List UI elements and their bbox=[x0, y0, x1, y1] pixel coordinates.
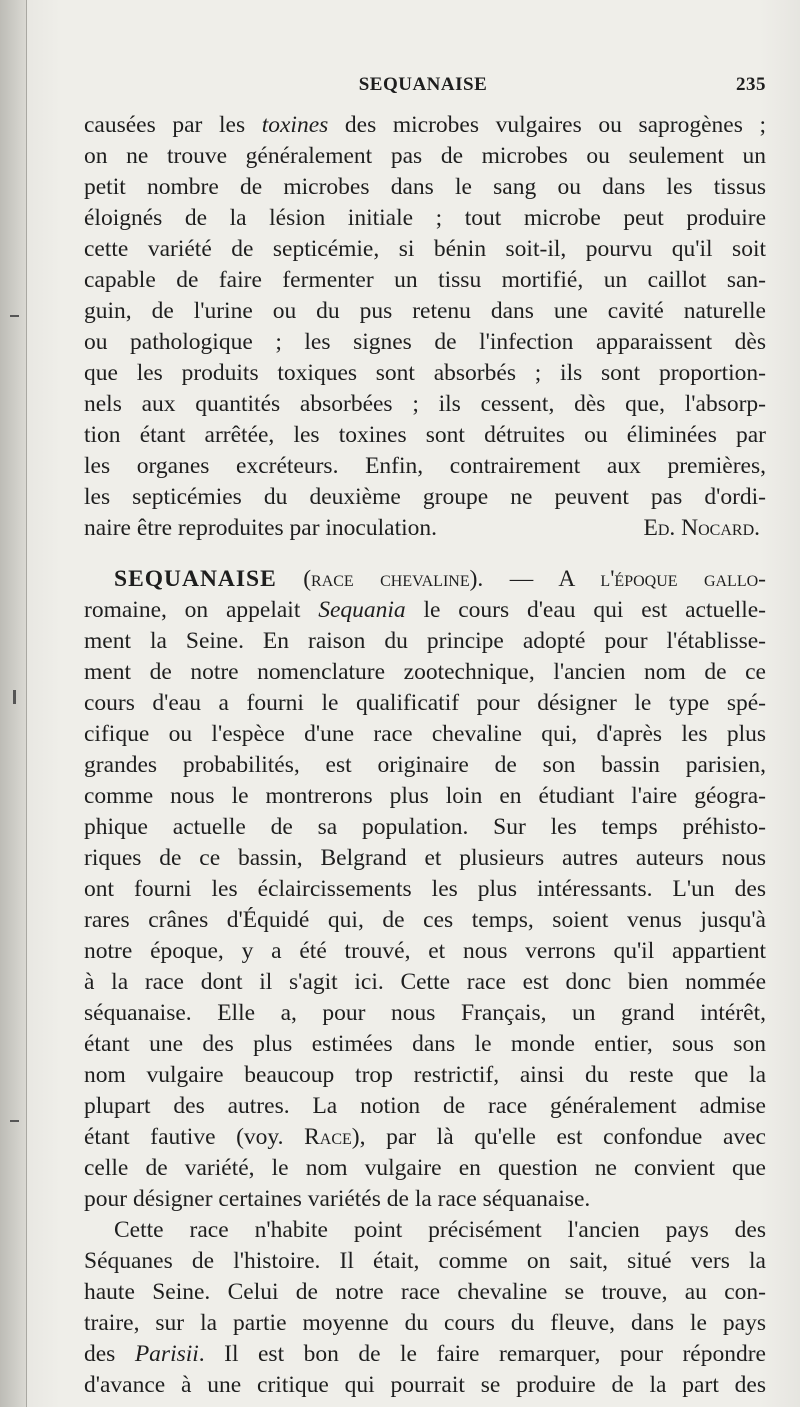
text-line: guin, de l'urine ou du pus retenu dans une cavité naturelle bbox=[84, 298, 766, 324]
text-line: romaine, on appelait Sequania le cours d'eau qui est actuelle- bbox=[84, 597, 766, 623]
text-line: plupart des autres. La notion de race généralement admise bbox=[84, 1093, 766, 1119]
text-line: cette variété de septicémie, si bénin soit-il, pourvu qu'il soit bbox=[84, 236, 766, 262]
text-line: Cette race n'habite point précisément l'ancien pays des bbox=[114, 1217, 766, 1243]
text-line: ou pathologique ; les signes de l'infection apparaissent dès bbox=[84, 329, 766, 355]
text-line: ment de notre nomenclature zootechnique, l'ancien nom de ce bbox=[84, 659, 766, 685]
text-line: des Parisii. Il est bon de le faire remarquer, pour répondre bbox=[84, 1341, 766, 1367]
text-line: cours d'eau a fourni le qualificatif pour désigner le type spé- bbox=[84, 690, 766, 716]
running-header bbox=[80, 74, 766, 102]
text-line: étant une des plus estimées dans le monde entier, sous son bbox=[84, 1031, 766, 1057]
entry-headword-line: SEQUANAISE (race chevaline). — A l'époque gallo- bbox=[114, 566, 766, 592]
text-line: séquanaise. Elle a, pour nous Français, un grand intérêt, bbox=[84, 1000, 766, 1026]
text-line: grandes probabilités, est originaire de son bassin parisien, bbox=[84, 752, 766, 778]
text-line: haute Seine. Celui de notre race chevaline se trouve, au con- bbox=[84, 1279, 766, 1305]
text-line: causées par les toxines des microbes vulgaires ou saprogènes ; bbox=[84, 112, 767, 138]
text-line: nels aux quantités absorbées ; ils cessent, dès que, l'absorp- bbox=[84, 391, 766, 417]
text-line: étant fautive (voy. Race), par là qu'elle est confondue avec bbox=[84, 1124, 766, 1150]
text-line: tion étant arrêtée, les toxines sont détruites ou éliminées par bbox=[84, 422, 766, 448]
margin-mark bbox=[10, 315, 19, 317]
text-line: ont fourni les éclaircissements les plus intéressants. L'un des bbox=[84, 876, 766, 902]
page-number: 235 bbox=[736, 74, 766, 95]
text-line-signature: naire être reproduites par inoculation. Ed. Nocard. bbox=[84, 513, 766, 544]
text-line: nom vulgaire beaucoup trop restrictif, ainsi du reste que la bbox=[84, 1062, 766, 1088]
text-line: phique actuelle de sa population. Sur les temps préhisto- bbox=[84, 814, 766, 840]
text-line: on ne trouve généralement pas de microbes ou seulement un bbox=[84, 143, 766, 169]
text-line: cifique ou l'espèce d'une race chevaline qui, d'après les plus bbox=[84, 721, 766, 747]
text-line: capable de faire fermenter un tissu mortifié, un caillot san- bbox=[84, 267, 766, 293]
running-title: SEQUANAISE bbox=[358, 74, 488, 95]
text-line: ment la Seine. En raison du principe adopté pour l'établisse- bbox=[84, 628, 766, 654]
text-line: que les produits toxiques sont absorbés ; ils sont proportion- bbox=[84, 360, 766, 386]
text-line: d'avance à une critique qui pourrait se produire de la part des bbox=[84, 1372, 766, 1398]
text-line: les septicémies du deuxième groupe ne peuvent pas d'ordi- bbox=[84, 484, 766, 510]
entry-headword: SEQUANAISE bbox=[114, 566, 277, 592]
text-line: petit nombre de microbes dans le sang ou dans les tissus bbox=[84, 174, 766, 200]
text-line: celle de variété, le nom vulgaire en question ne convient que bbox=[84, 1155, 766, 1181]
text-line: éloignés de la lésion initiale ; tout microbe peut produire bbox=[84, 205, 766, 231]
text-line: rares crânes d'Équidé qui, de ces temps, soient venus jusqu'à bbox=[84, 907, 766, 933]
text-line: Séquanes de l'histoire. Il était, comme on sait, situé vers la bbox=[84, 1248, 766, 1274]
text-line: les organes excréteurs. Enfin, contrairement aux premières, bbox=[84, 453, 766, 479]
text-line: comme nous le montrerons plus loin en étudiant l'aire géogra- bbox=[84, 783, 766, 809]
article-text bbox=[84, 110, 766, 1401]
text-line: traire, sur la partie moyenne du cours du fleuve, dans le pays bbox=[84, 1310, 766, 1336]
text-line: à la race dont il s'agit ici. Cette race est donc bien nommée bbox=[84, 969, 766, 995]
text-line: notre époque, y a été trouvé, et nous verrons qu'il appartient bbox=[84, 938, 766, 964]
text-line: pour désigner certaines variétés de la race séquanaise. bbox=[84, 1186, 591, 1212]
text-line: riques de ce bassin, Belgrand et plusieurs autres auteurs nous bbox=[84, 845, 766, 871]
margin-mark bbox=[10, 1120, 19, 1122]
margin-mark bbox=[13, 690, 16, 704]
author-signature: Ed. Nocard. bbox=[643, 515, 760, 541]
